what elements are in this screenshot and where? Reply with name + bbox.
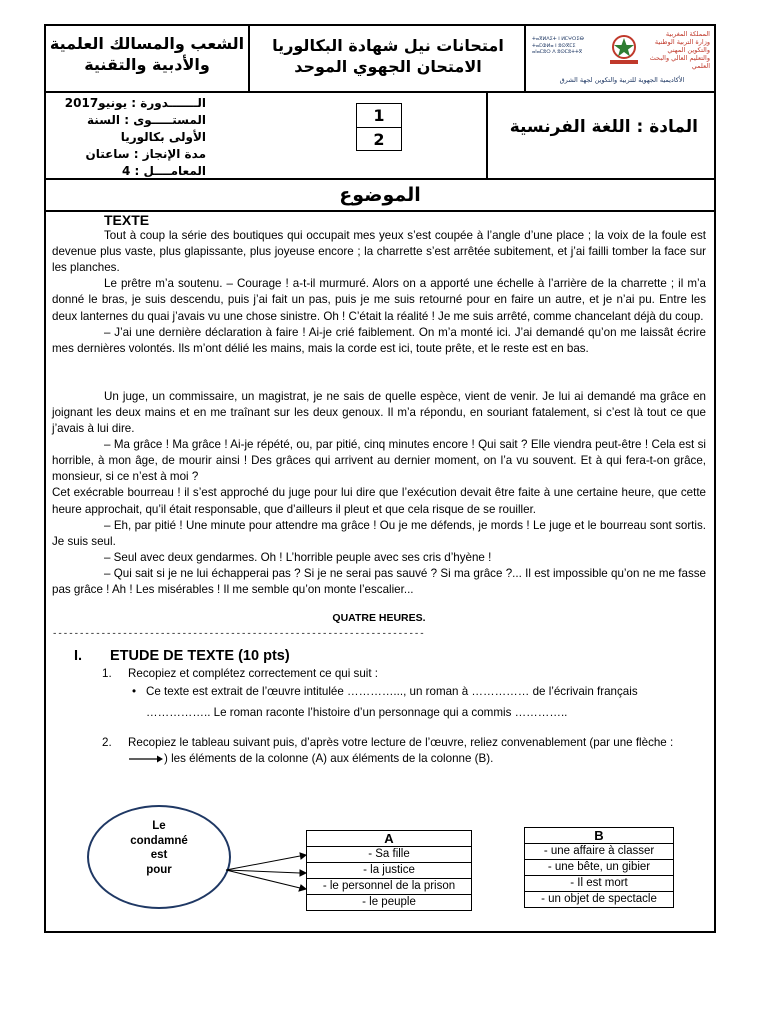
- arrow-icon: [128, 754, 164, 764]
- section-heading: [74, 648, 706, 664]
- column-a-header: A: [307, 831, 472, 847]
- question-text: ) les éléments de la colonne (A) aux éléments de la colonne (B).: [164, 751, 494, 765]
- question-2-cont: [128, 751, 706, 767]
- coefficient-label: المعامــــل : 4: [121, 164, 206, 178]
- column-a-table: [306, 830, 472, 911]
- oval-word: est: [150, 849, 168, 861]
- exam-frame: [44, 24, 716, 933]
- section-title: ETUDE DE TEXTE (10 pts): [110, 648, 290, 665]
- column-a-item: - Sa fille: [307, 847, 472, 863]
- text-paragraph: – Seul avec deux gendarmes. Oh ! L’horrible peuple avec ses cris d’hyène !: [104, 550, 492, 564]
- column-b-item: - une bête, un gibier: [525, 860, 674, 876]
- question-number: 1.: [102, 667, 112, 681]
- text-paragraph: – J’ai une dernière déclaration à faire ! Ai-je crié faiblement. On m’a monté ici. J’ai demandé qu’on me laissât écrire mes dernières volontés. Ils m’ont délié les mains, mais la corde est ici, toute prête, et le reste est en bas.: [52, 325, 706, 355]
- ministry-line: والتكوين المهني: [667, 46, 710, 54]
- page-counter: [356, 103, 402, 151]
- subject-label: المادة : اللغة الفرنسية: [509, 117, 698, 137]
- streams-line-1: الشعب والمسالك العلمية: [49, 34, 245, 53]
- ministry-line: المملكة المغربية: [665, 30, 710, 38]
- column-a-item: - le personnel de la prison: [307, 879, 472, 895]
- text-paragraph: Cet exécrable bourreau ! il s’est approché du juge pour lui dire que l’exécution devait être faite à une certaine heure, que cette heure approchait, qu’il était responsable, que d’ailleurs il pleut et que cela risque de se rouiller.: [52, 486, 706, 516]
- column-a-item: - le peuple: [307, 895, 472, 911]
- session-label: الـــــــدورة : يونيو2017: [64, 96, 206, 110]
- exam-title: امتحانات نيل شهادة البكالوريا: [272, 36, 504, 55]
- subject-block: [486, 93, 716, 178]
- text-paragraph: Tout à coup la série des boutiques qui occupait mes yeux s’est coupée à l’angle d’une place ; la voix de la foule est devenue plus vaste, plus glapissante, plus joyeuse encore ; la charrette s’est arrêtée subitement, et j’ai failli tomber la face sur les planches.: [52, 229, 706, 275]
- column-b-header: B: [525, 828, 674, 844]
- text-paragraph: – Ma grâce ! Ma grâce ! Ai-je répété, ou, par pitié, cinq minutes encore ! Qui sait ? Elle viendra peut-être ! Cela est si horrible, à mon âge, de mourir ainsi ! Des grâces qui arrivent au dernier moment, on l’a vu souvent. Et à qui fera-t-on grâce, monsieur, si ce n’est à moi ?: [52, 438, 706, 484]
- column-b-item: - une affaire à classer: [525, 844, 674, 860]
- arrow-to-a1: [226, 856, 300, 870]
- oval-word: Le: [152, 820, 166, 832]
- text-heading: TEXTE: [104, 212, 150, 228]
- question-text: Recopiez et complétez correctement ce qui suit :: [128, 667, 379, 681]
- ministry-line: وزارة التربية الوطنية: [654, 38, 710, 46]
- exam-details: [46, 93, 306, 180]
- text-paragraph: Un juge, un commissaire, un magistrat, je ne sais de quelle espèce, vient de venir. Je lui ai demandé ma grâce en joignant les deux mains et en me traînant sur les deux genoux. Il m’a répondu, en souriant fatalement, si c’est là tout ce que j’avais à lui dire.: [52, 389, 706, 436]
- column-a-item: - la justice: [307, 863, 472, 879]
- streams-block: [46, 26, 248, 91]
- column-b-item: - Il est mort: [525, 876, 674, 892]
- tifinagh-text: ⵜⴰⴳⵍⴷⵉⵜ ⵏ ⵍⵎⵖⵔⵉⴱ ⵜⴰⵎⵀⵍⴰ ⵏ ⵓⵙⴳⵎⵉ ⴰⵏⴰⵎⵓⵔ ⴷ ⵓⵙⵎⵓⵜⵜⴳ: [532, 36, 584, 55]
- topic-heading-row: [46, 180, 714, 212]
- arrowhead: [299, 885, 306, 891]
- question-number: 2.: [102, 735, 112, 749]
- linking-arrows: [222, 840, 312, 900]
- question-1-bullet: [132, 684, 706, 700]
- column-b-table: [524, 827, 674, 908]
- column-b-item: - un objet de spectacle: [525, 892, 674, 908]
- bullet-text: Ce texte est extrait de l’œuvre intitulée …………..., un roman à …………… de l’écrivain français: [146, 685, 638, 699]
- duration-label: مدة الإنجاز : ساعتان: [85, 147, 206, 161]
- oval-word: condamné: [130, 834, 188, 847]
- streams-line-2: والأدبية والتقنية: [84, 55, 210, 74]
- question-text: Recopiez le tableau suivant puis, d’après votre lecture de l’œuvre, reliez convenablement (par une flèche :: [128, 735, 674, 749]
- text-paragraph: Le prêtre m’a soutenu. – Courage ! a-t-il murmuré. Alors on a apporté une échelle à l’arrière de la charrette ; il m’a donné le bras, je suis descendu, puis j’ai fait un pas, puis je me suis retourné pour en faire un autre, et je n’ai pu. Entre les deux lanternes du quai j’avais vu une chose sinistre. Oh ! C’était la réalité ! Je me suis arrêté, comme chancelant déjà du coup.: [52, 277, 706, 323]
- question-1: [102, 666, 706, 682]
- condemned-oval: [87, 805, 231, 909]
- ministry-line: والتعليم العالي والبحث العلمي: [649, 54, 710, 70]
- topic-title: الموضوع: [339, 184, 421, 206]
- exam-title-block: [248, 26, 526, 91]
- separator-line: ---------------------------------------------------------------------: [52, 629, 425, 640]
- bullet-icon: •: [132, 685, 137, 699]
- oval-word: pour: [146, 863, 172, 876]
- page-number: 1: [357, 104, 401, 128]
- page-total: 2: [373, 130, 385, 149]
- text-paragraph: – Eh, par pitié ! Une minute pour attendre ma grâce ! Ou je me défends, je mords ! Le juge et le bourreau sont sortis. Je suis seul.: [52, 518, 706, 548]
- ministry-block: [524, 26, 716, 91]
- section-number: I.: [74, 648, 83, 665]
- exam-content: [52, 212, 706, 767]
- text-paragraph: – Qui sait si je ne lui échapperai pas ? Si je ne serai pas sauvé ? Si ma grâce ?... Il est impossible qu’on ne me fasse pas grâce ! Ah ! Les misérables ! Il me semble qu’on monte l’escalier...: [52, 566, 706, 596]
- question-1-bullet-cont: …………….. Le roman raconte l’histoire d’un personnage qui a commis …………..: [146, 705, 568, 719]
- exam-info-row: [46, 93, 714, 180]
- exam-header: [46, 26, 714, 93]
- academy-name: الأكاديمية الجهوية للتربية والتكوين لجهة الشرق: [559, 76, 685, 84]
- exam-subtitle: الامتحان الجهوي الموحد: [294, 57, 482, 76]
- question-2: [102, 735, 706, 751]
- level-label: المستـــــوى : السنة الأولى بكالوريا: [87, 113, 206, 144]
- text-ending: QUATRE HEURES.: [332, 612, 426, 625]
- royal-emblem-icon: [604, 32, 644, 66]
